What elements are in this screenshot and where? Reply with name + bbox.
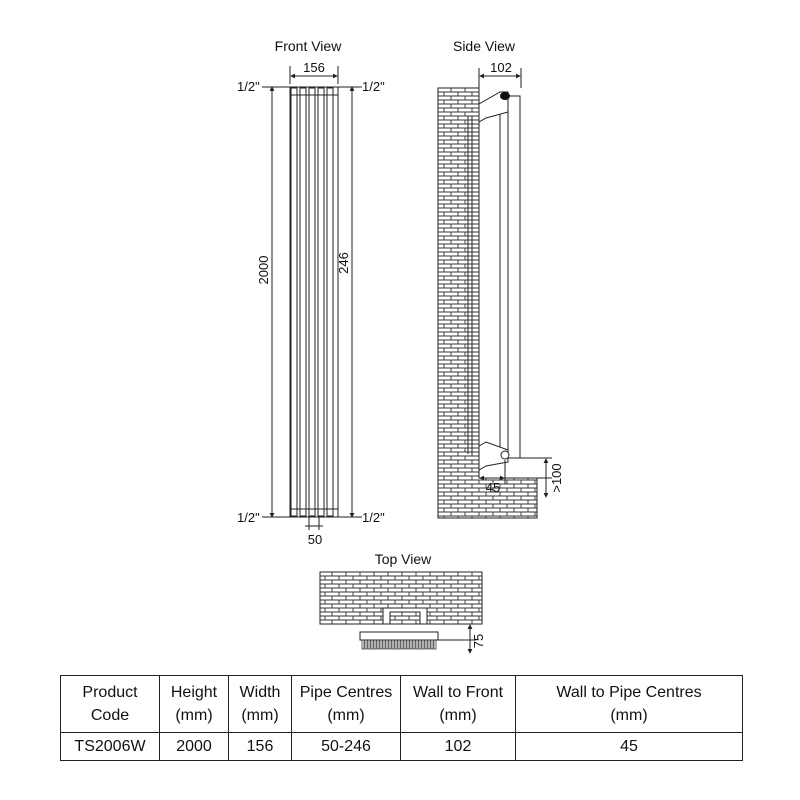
radiator-fin [428,640,430,649]
radiator-fin [371,640,373,649]
radiator-fin [410,640,412,649]
radiator-fin [362,640,364,649]
cell-product-code: TS2006W [61,733,160,761]
side-wall-pipe-label: 45 [485,480,501,495]
radiator-fin [365,640,367,649]
connection-top-right-label: 1/2" [362,79,385,94]
header-pipe-centres: Pipe Centres (mm) [292,676,401,733]
header-wall-to-pipe-centres: Wall to Pipe Centres (mm) [516,676,743,733]
radiator-fin [401,640,403,649]
radiator-fin [377,640,379,649]
front-height-label: 2000 [256,255,271,285]
radiator-fin [434,640,436,649]
header-wall-to-front: Wall to Front (mm) [401,676,516,733]
front-height-dimension [256,87,272,517]
front-width-label: 156 [303,60,325,75]
table-row [61,733,743,761]
radiator-fin [425,640,427,649]
radiator-fin [395,640,397,649]
radiator-fin [404,640,406,649]
radiator-fin [407,640,409,649]
radiator-fin [368,640,370,649]
cell-wall-to-pipe-centres: 45 [516,733,743,761]
cell-width: 156 [229,733,292,761]
cell-wall-to-front: 102 [401,733,516,761]
radiator-fin [383,640,385,649]
specification-table [60,675,743,761]
radiator-fin [392,640,394,649]
side-depth-dimension [479,60,521,88]
top-view-title: Top View [374,551,432,567]
connection-bottom-left-label: 1/2" [237,510,260,525]
header-height: Height (mm) [160,676,229,733]
radiator-fin [374,640,376,649]
radiator-fin [431,640,433,649]
side-depth-label: 102 [490,60,512,75]
front-centres-label: 246 [336,252,351,274]
radiator-fin [422,640,424,649]
radiator-fin [413,640,415,649]
front-pipe-gap-label: 50 [307,532,323,547]
front-view-title: Front View [274,38,342,54]
side-view-title: Side View [452,38,516,54]
cell-pipe-centres: 50-246 [292,733,401,761]
side-floor-clearance-label: >100 [549,463,564,493]
cell-height: 2000 [160,733,229,761]
front-width-dimension [290,60,338,84]
top-brick-wall [320,572,482,624]
table-header-row [61,676,743,733]
radiator-fin [398,640,400,649]
connection-bottom-right-label: 1/2" [362,510,385,525]
front-radiator-body [290,87,338,517]
side-view [438,38,564,518]
top-depth-label: 75 [471,633,486,649]
header-product-code: Product Code [61,676,160,733]
header-width: Width (mm) [229,676,292,733]
front-pipe-gap-dimension [305,517,323,547]
radiator-fin [386,640,388,649]
radiator-fin [380,640,382,649]
radiator-fin [389,640,391,649]
radiator-fin [419,640,421,649]
connection-top-left-label: 1/2" [237,79,260,94]
radiator-fin [416,640,418,649]
top-view [320,551,486,653]
top-depth-dimension [438,625,486,653]
front-view [237,38,385,547]
